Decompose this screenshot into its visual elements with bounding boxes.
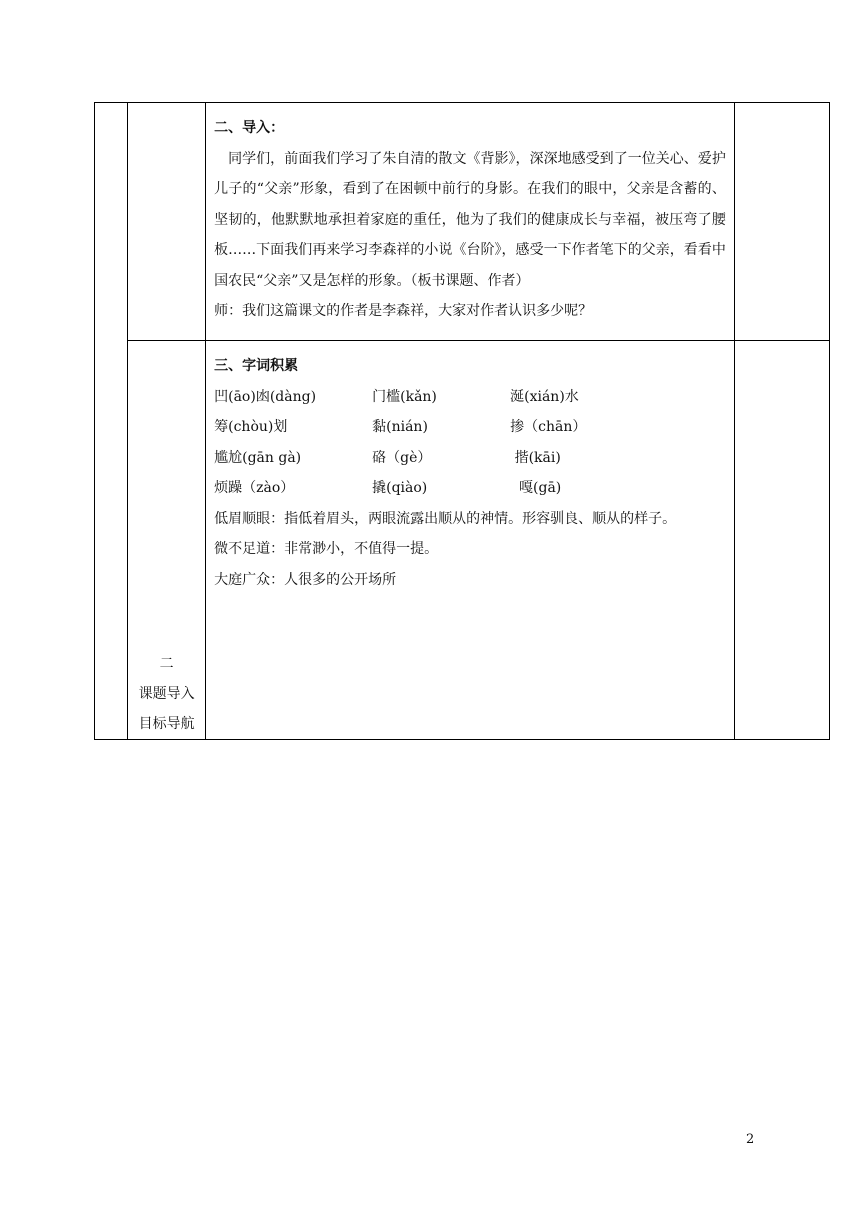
vocab-heading: 三、字词积累 bbox=[214, 358, 299, 374]
vocab-line bbox=[214, 412, 726, 443]
vocab-word: 撬(qiào) bbox=[372, 480, 428, 496]
section-number: 二 bbox=[159, 656, 174, 672]
vocab-line bbox=[214, 382, 726, 413]
vocab-word: 筹(chòu)划 bbox=[214, 419, 288, 435]
definition: 低眉顺眼：指低着眉头，两眼流露出顺从的神情。形容驯良、顺从的样子。 bbox=[214, 510, 677, 527]
vocab-word: 烦躁（zào） bbox=[214, 480, 295, 496]
blank-label-cell bbox=[128, 103, 206, 341]
intro-heading: 二、导入： bbox=[214, 120, 285, 136]
vocab-word: 门槛(kǎn) bbox=[372, 388, 437, 405]
vocab-word: 硌（gè） bbox=[372, 449, 432, 466]
vocab-row-section bbox=[95, 341, 830, 740]
intro-cell bbox=[206, 103, 735, 341]
section-label-cell bbox=[128, 341, 206, 740]
vocab-line bbox=[214, 443, 726, 474]
vocab-word: 涎(xián)水 bbox=[510, 388, 579, 405]
vocab-word: 揩(kāi) bbox=[510, 449, 561, 466]
vocab-word: 嘎(gā) bbox=[510, 480, 562, 496]
intro-row bbox=[95, 103, 830, 341]
definition: 微不足道：非常渺小，不值得一提。 bbox=[214, 541, 439, 557]
lesson-plan-table bbox=[94, 102, 830, 740]
definition: 大庭广众：人很多的公开场所 bbox=[214, 571, 397, 588]
section-title-2: 目标导航 bbox=[138, 716, 195, 732]
vocab-word: 掺（chān） bbox=[510, 419, 587, 435]
vocab-cell bbox=[206, 341, 735, 740]
vocab-word: 黏(nián) bbox=[372, 419, 428, 435]
teacher-question: 师：我们这篇课文的作者是李森祥，大家对作者认识多少呢？ bbox=[214, 303, 593, 319]
intro-paragraph: 同学们，前面我们学习了朱自清的散文《背影》，深深地感受到了一位关心、爱护儿子的“父亲”形象，看到了在困顿中前行的身影。在我们的眼中，父亲是含蓄的、坚韧的，他默默地承担着家庭的重任，他为了我们的健康成长与幸福，被压弯了腰板……下面我们再来学习李森祥的小说《台阶》，感受一下作者笔下的父亲，看看中国农民“父亲”又是怎样的形象。（板书课题、作者） bbox=[214, 150, 726, 289]
vocab-word: 尴尬(gān gà) bbox=[214, 449, 302, 466]
page-number: 2 bbox=[746, 1132, 755, 1147]
vocab-line bbox=[214, 473, 726, 504]
vocab-word: 凹(āo)凼(dàng) bbox=[214, 388, 317, 405]
section-title-1: 课题导入 bbox=[138, 686, 195, 702]
notes-cell-2 bbox=[734, 341, 829, 740]
blank-left-cell bbox=[95, 103, 128, 740]
notes-cell-1 bbox=[734, 103, 829, 341]
